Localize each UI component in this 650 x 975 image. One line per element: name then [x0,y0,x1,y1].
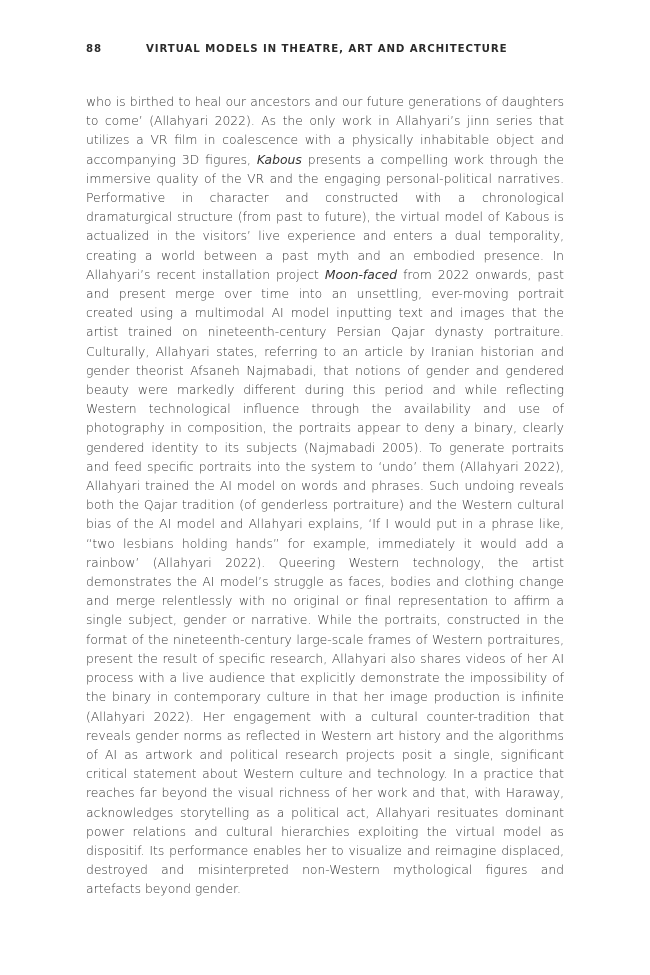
running-head [86,44,566,55]
artwork-title-moon-faced: Moon-faced [324,267,398,282]
body-paragraph [86,93,564,900]
artwork-title-kabous: Kabous [256,152,302,167]
body-text-segment: presents a compelling work through the immersive quality of the VR and the engaging personal-political narratives. Performative in character and constructed with a chronological dramaturgical structure (from past to future), the virtual model of Kabous is actualized in the visitors’ live experience and enters a dual temporality, creating a world between a past myth and an embodied presence. In Allahyari’s recent installation project [86,152,564,282]
body-text-segment: who is birthed to heal our ancestors and our future generations of daughters to come’ (Allahyari 2022). As the only work in Allahyari’s jinn series that utilizes a VR film in coalescence with a physically inhabitable object and accompanying 3D figures, [86,95,564,167]
body-text-segment: from 2022 onwards, past and present merge over time into an unsettling, ever-moving portrait created using a multimodal AI model inputting text and images that the artist trained on nineteenth-century Persian Qajar dynasty portraiture. Culturally, Allahyari states, referring to an article by Iranian historian and gender theorist Afsaneh Najmabadi, that notions of gender and gendered beauty were markedly different during this period and while reflecting Western technological influence through the availability and use of photography in composition, the portraits appear to deny a binary, clearly gendered identity to its subjects (Najmabadi 2005). To generate portraits and feed specific portraits into the system to ‘undo’ them (Allahyari 2022), Allahyari trained the AI model on words and phrases. Such undoing reveals both the Qajar tradition (of genderless portraiture) and the Western cultural bias of the AI model and Allahyari explains, ‘If I would put in a phrase like, “two lesbians holding hands” for example, immediately it would add a rainbow’ (Allahyari 2022). Queering Western technology, the artist demonstrates the AI model’s struggle as faces, bodies and clothing change and merge relentlessly with no original or final representation to affirm a single subject, gender or narrative. While the portraits, constructed in the format of the nineteenth-century large-scale frames of Western portraitures, present the result of specific research, Allahyari also shares videos of her AI process with a live audience that explicitly demonstrate the impossibility of the binary in contemporary culture in that her image production is infinite (Allahyari 2022). Her engagement with a cultural counter-tradition that reveals gender norms as reflected in Western art history and the algorithms of AI as artwork and political research projects posit a single, significant critical statement about Western culture and technology. In a practice that reaches far beyond the visual richness of her work and that, with Haraway, acknowledges storytelling as a political act, Allahyari resituates dominant power relations and cultural hierarchies exploiting the virtual model as dispositif. Its performance enables her to visualize and reimagine displaced, destroyed and misinterpreted non-Western mythological figures and artefacts beyond gender. [86,267,564,897]
running-title: VIRTUAL MODELS IN THEATRE, ART AND ARCHITECTURE [146,44,508,55]
page-number: 88 [86,44,102,55]
